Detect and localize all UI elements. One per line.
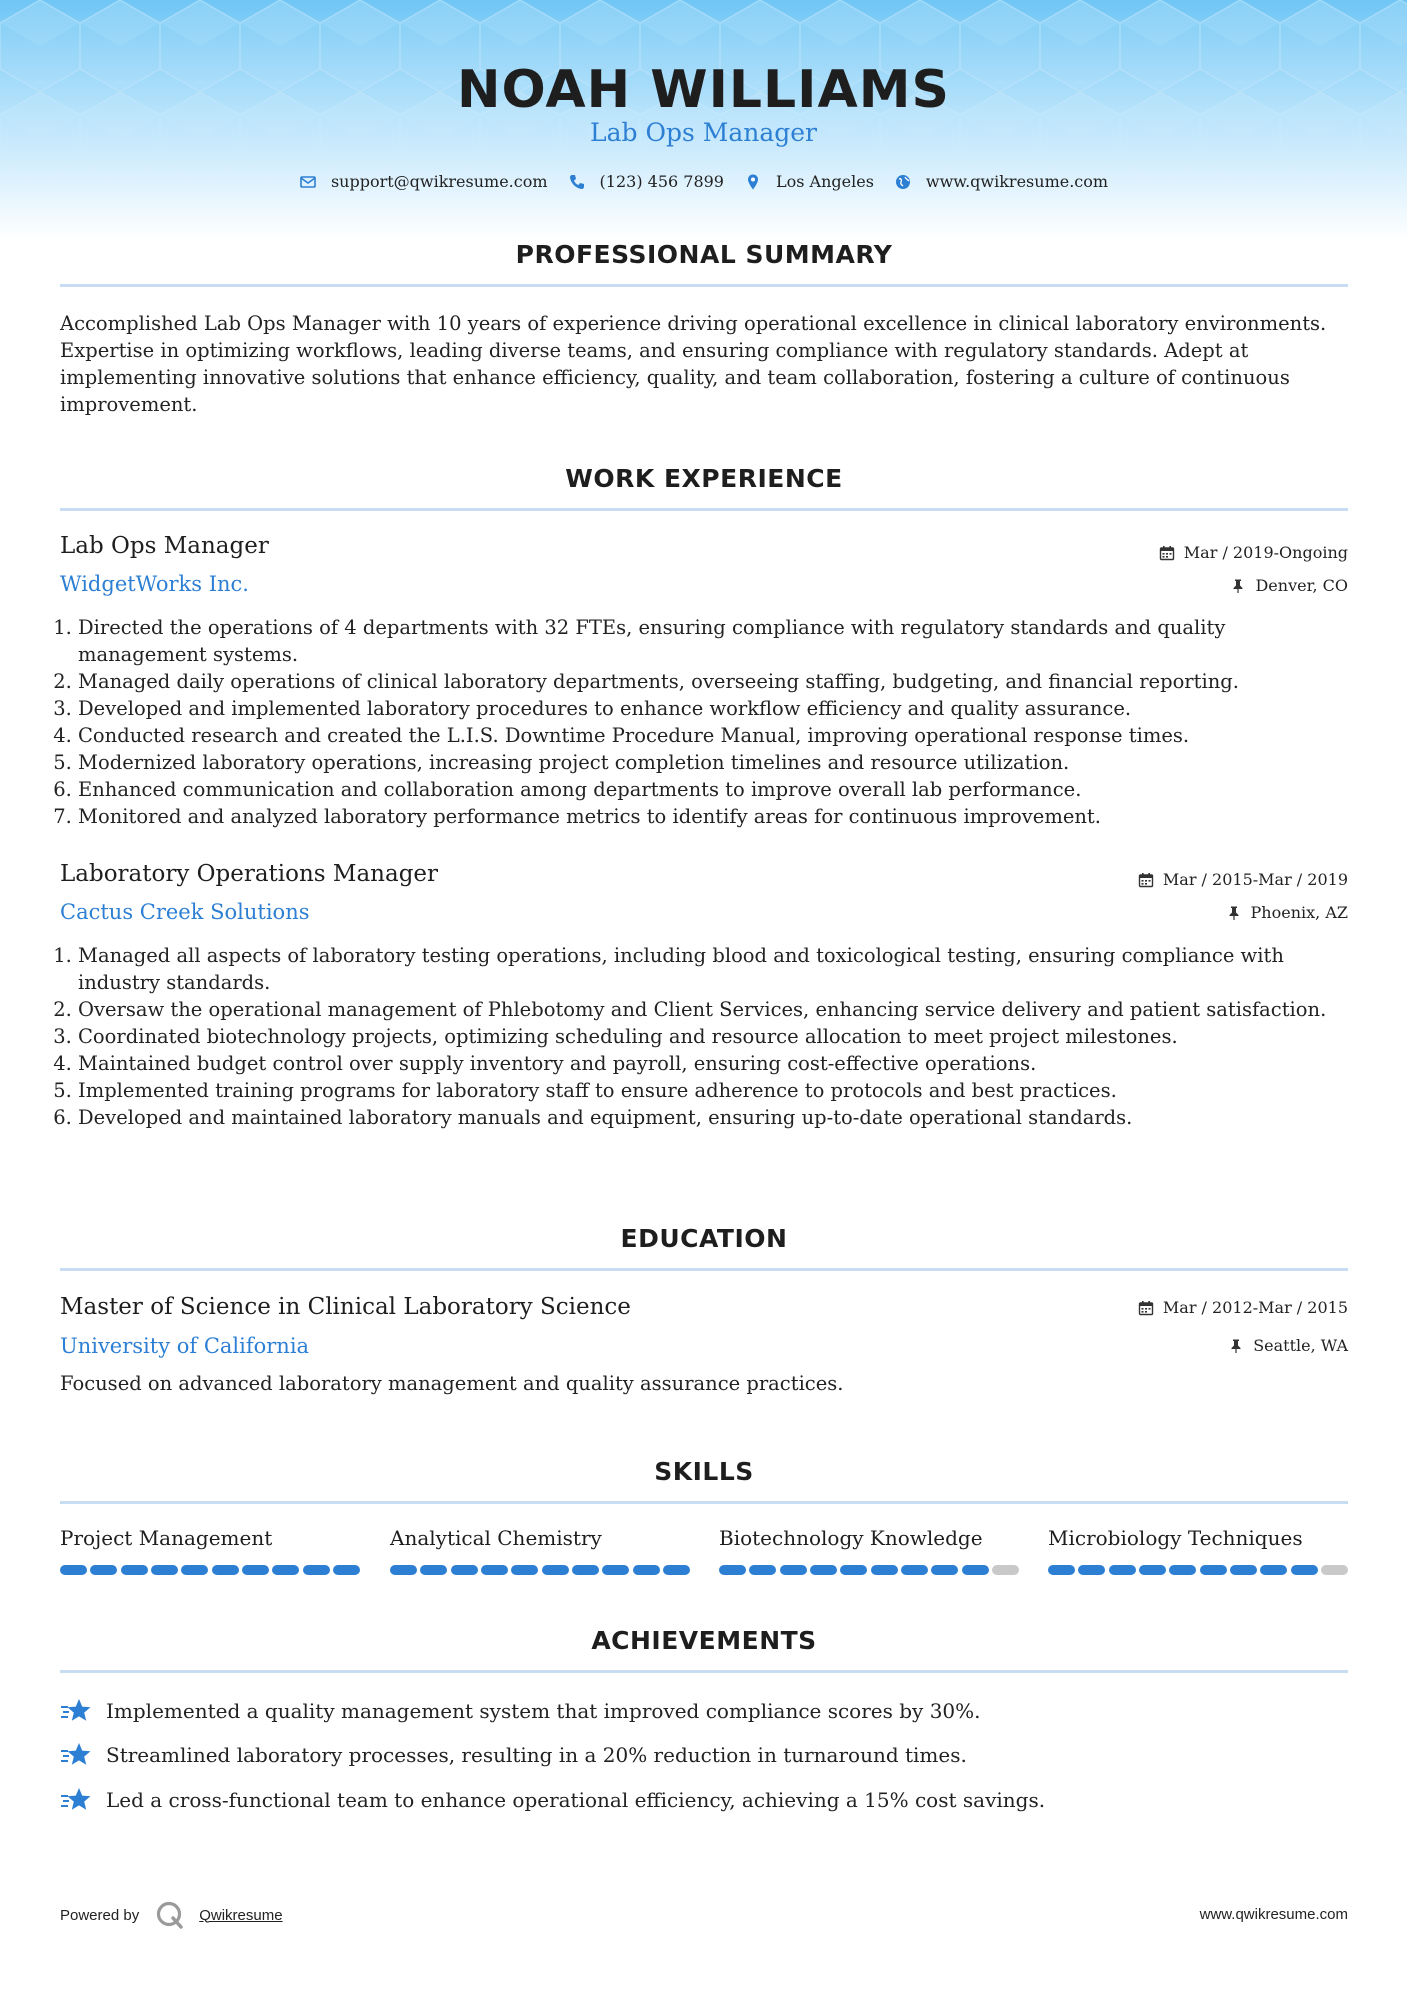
skill-segment-filled [1291, 1565, 1318, 1575]
skill-name: Analytical Chemistry [390, 1526, 602, 1550]
skill-segment-filled [602, 1565, 629, 1575]
job-bullets [60, 942, 1350, 1131]
job-bullets [60, 614, 1350, 830]
skill-segment-filled [840, 1565, 867, 1575]
job-location-text: Denver, CO [1255, 576, 1348, 595]
skill-level-bar [60, 1565, 360, 1575]
achievements-heading: ACHIEVEMENTS [591, 1626, 817, 1655]
list-item: 2. Managed daily operations of clinical laboratory departments, overseeing staffing, budgeting, and financial reporting. [78, 668, 1350, 695]
skill-item [390, 1526, 690, 1550]
education-description: Focused on advanced laboratory management and quality assurance practices. [60, 1372, 844, 1395]
skill-segment-filled [663, 1565, 690, 1575]
summary-text: Accomplished Lab Ops Manager with 10 years of experience driving operational excellence in clinical laboratory environments. Expertise in optimizing workflows, leading diverse teams, and ensuring compliance with regulatory standards. Adept at implementing innovative solutions that enhance efficiency, quality, and team collaboration, fostering a culture of continuous improvement. [60, 312, 1327, 416]
list-item: 1. Directed the operations of 4 departments with 32 FTEs, ensuring compliance with regulatory standards and quality management systems. [78, 614, 1350, 668]
skill-segment-filled [780, 1565, 807, 1575]
skill-segment-filled [1078, 1565, 1105, 1575]
map-pin-icon [744, 173, 762, 191]
skill-segment-filled [810, 1565, 837, 1575]
list-item: 3. Developed and implemented laboratory procedures to enhance workflow efficiency and quality assurance. [78, 695, 1350, 722]
skill-segment-filled [1200, 1565, 1227, 1575]
skill-segment-filled [481, 1565, 508, 1575]
education-location-text: Seattle, WA [1253, 1336, 1348, 1355]
experience-heading: WORK EXPERIENCE [565, 464, 843, 493]
contact-bar [0, 172, 1407, 191]
skill-segment-filled [1230, 1565, 1257, 1575]
candidate-role: Lab Ops Manager [590, 118, 817, 147]
skill-segment-empty [1321, 1565, 1348, 1575]
summary-heading: PROFESSIONAL SUMMARY [515, 240, 893, 269]
achievement-text: Implemented a quality management system that improved compliance scores by 30%. [106, 1699, 981, 1723]
skill-segment-empty [992, 1565, 1019, 1575]
pushpin-icon [1226, 905, 1242, 921]
skill-segment-filled [451, 1565, 478, 1575]
skill-segment-filled [633, 1565, 660, 1575]
skill-segment-filled [390, 1565, 417, 1575]
experience-divider [60, 508, 1348, 511]
company-name: Cactus Creek Solutions [60, 900, 310, 924]
skill-segment-filled [901, 1565, 928, 1575]
job-title: Laboratory Operations Manager [60, 861, 439, 887]
list-item: 2. Oversaw the operational management of Phlebotomy and Client Services, enhancing service delivery and patient satisfaction. [78, 996, 1350, 1023]
education-location [1228, 1336, 1348, 1355]
skill-item [719, 1526, 1019, 1550]
achievements-divider [60, 1670, 1348, 1673]
skill-segment-filled [181, 1565, 208, 1575]
skill-segment-filled [420, 1565, 447, 1575]
skill-segment-filled [931, 1565, 958, 1575]
calendar-icon [1159, 545, 1175, 561]
star-icon [60, 1697, 92, 1725]
skill-segment-filled [303, 1565, 330, 1575]
list-item: 5. Implemented training programs for laboratory staff to ensure adherence to protocols and best practices. [78, 1077, 1350, 1104]
skill-level-bar [1048, 1565, 1348, 1575]
achievement-text: Streamlined laboratory processes, resulting in a 20% reduction in turnaround times. [106, 1743, 967, 1767]
contact-email[interactable] [299, 172, 548, 191]
list-item: 4. Conducted research and created the L.I.S. Downtime Procedure Manual, improving operational response times. [78, 722, 1350, 749]
skill-level-bar [719, 1565, 1019, 1575]
skill-segment-filled [90, 1565, 117, 1575]
summary-divider [60, 284, 1348, 287]
achievement-text: Led a cross-functional team to enhance operational efficiency, achieving a 15% cost savings. [106, 1788, 1046, 1812]
skill-segment-filled [1048, 1565, 1075, 1575]
skill-segment-filled [121, 1565, 148, 1575]
pushpin-icon [1228, 1338, 1244, 1354]
skills-divider [60, 1501, 1348, 1504]
skills-heading: SKILLS [654, 1457, 754, 1486]
achievement-item [60, 1741, 1350, 1769]
qwikresume-link[interactable]: Qwikresume [199, 1906, 283, 1924]
star-icon [60, 1786, 92, 1814]
education-dates-text: Mar / 2012-Mar / 2015 [1162, 1298, 1348, 1317]
powered-by-label: Powered by [60, 1906, 140, 1924]
phone-text: (123) 456 7899 [599, 172, 724, 191]
skill-segment-filled [151, 1565, 178, 1575]
contact-location [744, 172, 874, 191]
skill-segment-filled [962, 1565, 989, 1575]
list-item: 5. Modernized laboratory operations, increasing project completion timelines and resource utilization. [78, 749, 1350, 776]
job-dates-text: Mar / 2019-Ongoing [1183, 543, 1348, 562]
skill-level-bar [390, 1565, 690, 1575]
job-dates [1138, 870, 1348, 889]
skill-segment-filled [871, 1565, 898, 1575]
job-location-text: Phoenix, AZ [1250, 903, 1348, 922]
skill-segment-filled [60, 1565, 87, 1575]
job-dates [1159, 543, 1348, 562]
job-location [1230, 576, 1348, 595]
email-text: support@qwikresume.com [330, 172, 548, 191]
skill-segment-filled [511, 1565, 538, 1575]
calendar-icon [1138, 872, 1154, 888]
skill-segment-filled [749, 1565, 776, 1575]
skill-segment-filled [1109, 1565, 1136, 1575]
list-item: 3. Coordinated biotechnology projects, optimizing scheduling and resource allocation to meet project milestones. [78, 1023, 1350, 1050]
achievement-item [60, 1786, 1350, 1814]
qwikresume-logo-icon [155, 1900, 185, 1930]
education-divider [60, 1268, 1348, 1271]
skill-segment-filled [242, 1565, 269, 1575]
skill-name: Project Management [60, 1526, 273, 1550]
skill-segment-filled [212, 1565, 239, 1575]
company-name: WidgetWorks Inc. [60, 572, 249, 596]
education-dates [1138, 1298, 1348, 1317]
skill-segment-filled [1260, 1565, 1287, 1575]
skill-segment-filled [719, 1565, 746, 1575]
envelope-icon [299, 173, 317, 191]
list-item: 7. Monitored and analyzed laboratory performance metrics to identify areas for continuous improvement. [78, 803, 1350, 830]
skill-segment-filled [1169, 1565, 1196, 1575]
skill-segment-filled [333, 1565, 360, 1575]
skill-item [60, 1526, 360, 1550]
job-dates-text: Mar / 2015-Mar / 2019 [1162, 870, 1348, 889]
skill-segment-filled [272, 1565, 299, 1575]
achievement-item [60, 1697, 1350, 1725]
footer-powered-by [60, 1900, 283, 1930]
pushpin-icon [1230, 578, 1246, 594]
skill-item [1048, 1526, 1348, 1550]
education-heading: EDUCATION [620, 1224, 788, 1253]
phone-icon [568, 173, 586, 191]
job-title: Lab Ops Manager [60, 533, 269, 559]
degree-title: Master of Science in Clinical Laboratory Science [60, 1294, 631, 1320]
skill-name: Biotechnology Knowledge [719, 1526, 983, 1550]
list-item: 6. Developed and maintained laboratory manuals and equipment, ensuring up-to-date operational standards. [78, 1104, 1350, 1131]
list-item: 1. Managed all aspects of laboratory testing operations, including blood and toxicological testing, ensuring compliance with industry standards. [78, 942, 1350, 996]
school-name: University of California [60, 1334, 310, 1358]
skill-segment-filled [542, 1565, 569, 1575]
skill-segment-filled [572, 1565, 599, 1575]
globe-icon [894, 173, 912, 191]
footer-website-link[interactable]: www.qwikresume.com [1199, 1906, 1348, 1923]
skill-name: Microbiology Techniques [1048, 1526, 1303, 1550]
website-text: www.qwikresume.com [925, 172, 1109, 191]
list-item: 4. Maintained budget control over supply inventory and payroll, ensuring cost-effective operations. [78, 1050, 1350, 1077]
contact-phone[interactable] [568, 172, 724, 191]
location-text: Los Angeles [775, 172, 874, 191]
list-item: 6. Enhanced communication and collaboration among departments to improve overall lab performance. [78, 776, 1350, 803]
calendar-icon [1138, 1300, 1154, 1316]
skill-segment-filled [1139, 1565, 1166, 1575]
star-icon [60, 1741, 92, 1769]
contact-website[interactable] [894, 172, 1108, 191]
job-location [1226, 903, 1348, 922]
candidate-name: NOAH WILLIAMS [457, 60, 950, 120]
